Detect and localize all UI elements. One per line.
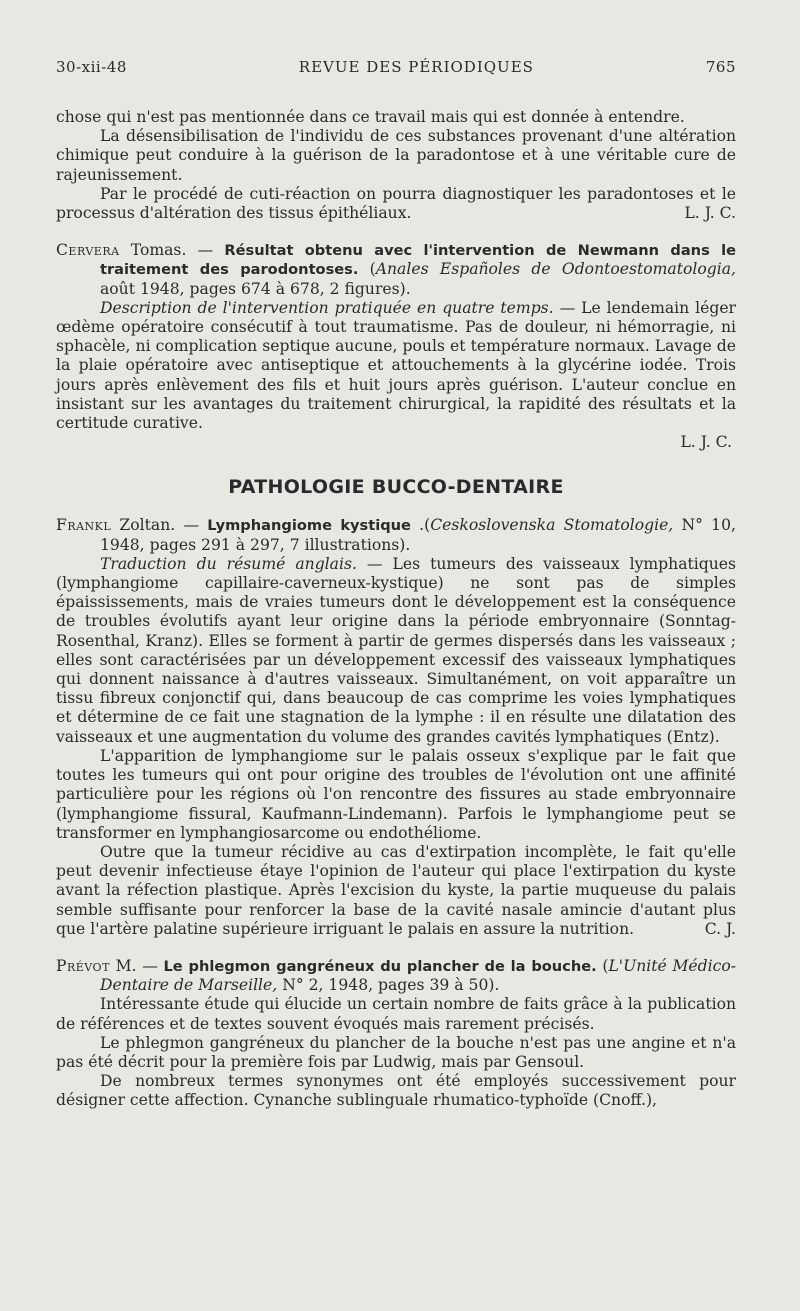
intro-paragraph-3	[56, 185, 736, 223]
article-1-description-text: — Le lendemain léger œdème opératoire consécutif à tout traumatisme. Pas de douleur, ni hémorragie, ni sphacèle, ni complication septique aucune, pouls et température normaux. Lavage de la plaie opératoire avec antiseptique et attouchements à la glycérine iodée. Trois jours après enlèvement des fils et huit jours après guérison. L'auteur conclue en insistant sur les avantages du traitement chirurgical, la rapidité des résultats et la certitude curative.	[56, 298, 737, 433]
article-3-source-open: (	[596, 956, 609, 975]
article-2-translation	[56, 555, 736, 747]
article-1-description	[56, 299, 736, 433]
running-header	[56, 58, 736, 76]
header-journal-title: REVUE DES PÉRIODIQUES	[298, 58, 534, 76]
article-1-citation	[56, 241, 736, 299]
article-1-first-name: Tomas. —	[119, 241, 225, 260]
article-2-source: Ceskoslovenska Stomatologie,	[430, 516, 674, 535]
article-3-details: N° 2, 1948, pages 39 à 50).	[277, 976, 500, 995]
article-2-translation-label: Traduction du résumé anglais.	[100, 554, 357, 573]
article-3-title: Le phlegmon gangréneux du plancher de la bouche.	[163, 957, 597, 975]
article-2-details: N° 10, 1948, pages 291 à 297, 7 illustrations).	[100, 516, 736, 554]
article-3-paragraph-3: De nombreux termes synonymes ont été employés successivement pour désigner cette affection. Cynanche sublinguale rhumatico-typhoïde (Cnoff.),	[56, 1072, 736, 1110]
article-1-signature: L. J. C.	[680, 433, 732, 452]
intro-signature: L. J. C.	[684, 204, 736, 223]
article-2-citation	[56, 516, 736, 554]
article-2-author: Frankl	[56, 516, 112, 535]
intro-paragraph-3-text: Par le procédé de cuti-réaction on pourra diagnostiquer les paradontoses et le processus d'altération des tissus épithéliaux.	[56, 184, 736, 223]
intro-paragraph-2: La désensibilisation de l'individu de ces substances provenant d'une altération chimique peut conduire à la guérison de la paradontose et à une véritable cure de rajeunissement.	[56, 127, 736, 184]
article-2-signature: C. J.	[704, 919, 736, 938]
article-3-author: Prévot	[56, 956, 110, 975]
article-2-title: Lymphangiome kystique	[207, 517, 411, 535]
article-3-citation	[56, 957, 736, 995]
article-3-first-name: M. —	[109, 956, 164, 975]
article-3-source: L'Unité Médico-Dentaire de Marseille,	[100, 956, 737, 995]
article-1-author: Cervera	[56, 241, 120, 260]
article-2-paragraph-2: L'apparition de lymphangiome sur le palais osseux s'explique par le fait que toutes les tumeurs qui ont pour origine des troubles de l'évolution ont une affinité particulière pour les régions où l'on rencontre des fissures au stade embryonnaire (lymphangiome fissural, Kaufmann-Lindemann). Parfois le lymphangiome peut se transformer en lymphangiosarcome ou endothéliome.	[56, 746, 736, 842]
article-2-translation-text: — Les tumeurs des vaisseaux lymphatiques (lymphangiome capillaire-caverneux-kystique) ne sont pas de simples épaississements, mais de vraies tumeurs dont le développement est la conséquence de troubles évolutifs ayant leur origine dans la période embryonnaire (Sonntag-Rosenthal, Kranz). Elles se forment à partir de germes dispersés dans les vaisseaux ; elles sont caractérisées par un développement excessif des vaisseaux lymphatiques qui donnent naissance à d'autres vaisseaux. Simultanément, on voit apparaître un tissu fibreux conjonctif qui, dans beaucoup de cas comprime les voies lymphatiques et détermine de ce fait une stagnation de la lymphe : il en résulte une dilatation des vaisseaux et une augmentation du volume des grandes cavités lymphatiques (Entz).	[56, 554, 736, 746]
header-date: 30-xii-48	[56, 58, 127, 76]
article-2-first-name: Zoltan. —	[111, 516, 208, 535]
article-2-source-open: .(	[410, 516, 431, 535]
article-1-source-open: (	[358, 260, 376, 279]
article-1-details: août 1948, pages 674 à 678, 2 figures).	[100, 279, 411, 298]
article-1-source: Anales Españoles de Odontoestomatologia,	[375, 260, 736, 279]
header-page-number: 765	[705, 58, 736, 76]
article-2-paragraph-3-text: Outre que la tumeur récidive au cas d'extirpation incomplète, le fait qu'elle peut devenir infectieuse étaye l'opinion de l'auteur qui place l'extirpation du kyste avant la réfection plastique. Après l'excision du kyste, la partie muqueuse du palais semble suffisante pour renforcer la base de la cavité nasale amincie d'autant plus que l'artère palatine supérieure irriguant le palais en assure la nutrition.	[56, 842, 736, 938]
article-3-paragraph-1: Intéressante étude qui élucide un certain nombre de faits grâce à la publication de références et de textes souvent évoqués mais rarement précisés.	[56, 995, 736, 1033]
article-3-paragraph-2: Le phlegmon gangréneux du plancher de la bouche n'est pas une angine et n'a pas été décrit pour la première fois par Ludwig, mais par Gensoul.	[56, 1033, 736, 1071]
article-1-description-label: Description de l'intervention pratiquée en quatre temps.	[100, 298, 554, 317]
intro-paragraph-1: chose qui n'est pas mentionnée dans ce travail mais qui est donnée à entendre.	[56, 108, 685, 126]
article-2-paragraph-3	[56, 843, 736, 939]
section-heading: PATHOLOGIE BUCCO-DENTAIRE	[228, 476, 564, 499]
article-1-title: Résultat obtenu avec l'intervention de Newmann dans le traitement des parodontoses.	[100, 242, 736, 279]
